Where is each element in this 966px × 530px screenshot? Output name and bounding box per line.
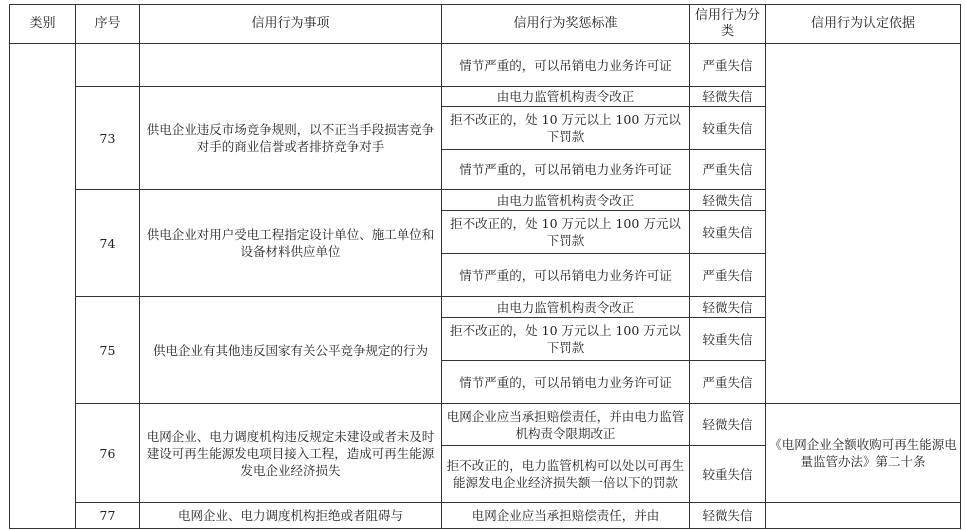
behavior-cell: 电网企业、电力调度机构违反规定未建设或者未及时建设可再生能源发电项目接入工程，造成可再生能源发电企业经济损失 — [140, 404, 442, 503]
standard-cell: 拒不改正的，处 10 万元以上 100 万元以下罚款 — [442, 318, 690, 361]
standard-cell: 电网企业应当承担赔偿责任，并由 — [442, 503, 690, 529]
behavior-cell — [140, 44, 442, 87]
header-seq: 序号 — [76, 5, 140, 44]
table-row — [10, 44, 961, 87]
seq-cell: 73 — [76, 87, 140, 190]
standard-cell: 情节严重的，可以吊销电力业务许可证 — [442, 254, 690, 297]
classification-cell: 严重失信 — [690, 254, 766, 297]
standard-cell: 由电力监管机构责令改正 — [442, 297, 690, 318]
seq-cell: 77 — [76, 503, 140, 529]
classification-cell: 严重失信 — [690, 361, 766, 404]
classification-cell: 轻微失信 — [690, 190, 766, 211]
standard-cell: 拒不改正的，电力监管机构可以处以可再生能源发电企业经济损失额一倍以下的罚款 — [442, 446, 690, 503]
seq-cell: 75 — [76, 297, 140, 404]
classification-cell: 严重失信 — [690, 150, 766, 190]
behavior-cell: 电网企业、电力调度机构拒绝或者阻碍与 — [140, 503, 442, 529]
behavior-cell: 供电企业对用户受电工程指定设计单位、施工单位和设备材料供应单位 — [140, 190, 442, 297]
classification-cell: 轻微失信 — [690, 297, 766, 318]
classification-cell: 严重失信 — [690, 44, 766, 87]
standard-cell: 情节严重的，可以吊销电力业务许可证 — [442, 361, 690, 404]
seq-cell: 74 — [76, 190, 140, 297]
header-category: 类别 — [10, 5, 76, 44]
standard-cell: 由电力监管机构责令改正 — [442, 87, 690, 107]
seq-cell: 76 — [76, 404, 140, 503]
standard-cell: 情节严重的，可以吊销电力业务许可证 — [442, 150, 690, 190]
standard-cell: 情节严重的，可以吊销电力业务许可证 — [442, 44, 690, 87]
standard-cell: 电网企业应当承担赔偿责任，并由电力监管机构责令限期改正 — [442, 404, 690, 446]
header-basis: 信用行为认定依据 — [766, 5, 961, 44]
standard-cell: 由电力监管机构责令改正 — [442, 190, 690, 211]
classification-cell: 较重失信 — [690, 318, 766, 361]
classification-cell: 轻微失信 — [690, 503, 766, 529]
table-header-row — [10, 5, 961, 44]
behavior-cell: 供电企业违反市场竞争规则，以不正当手段损害竞争对手的商业信誉或者排挤竞争对手 — [140, 87, 442, 190]
header-standard: 信用行为奖惩标准 — [442, 5, 690, 44]
credit-behavior-table — [9, 4, 961, 529]
classification-cell: 轻微失信 — [690, 404, 766, 446]
classification-cell: 较重失信 — [690, 446, 766, 503]
standard-cell: 拒不改正的，处 10 万元以上 100 万元以下罚款 — [442, 211, 690, 254]
standard-cell: 拒不改正的，处 10 万元以上 100 万元以下罚款 — [442, 107, 690, 150]
header-classification: 信用行为分类 — [690, 5, 766, 44]
header-behavior: 信用行为事项 — [140, 5, 442, 44]
seq-cell — [76, 44, 140, 87]
basis-cell — [766, 44, 961, 404]
basis-cell — [766, 503, 961, 529]
table-row — [10, 503, 961, 529]
behavior-cell: 供电企业有其他违反国家有关公平竞争规定的行为 — [140, 297, 442, 404]
table-row — [10, 404, 961, 446]
basis-cell: 《电网企业全额收购可再生能源电量监管办法》第二十条 — [766, 404, 961, 503]
category-cell — [10, 44, 76, 529]
classification-cell: 较重失信 — [690, 107, 766, 150]
classification-cell: 较重失信 — [690, 211, 766, 254]
classification-cell: 轻微失信 — [690, 87, 766, 107]
